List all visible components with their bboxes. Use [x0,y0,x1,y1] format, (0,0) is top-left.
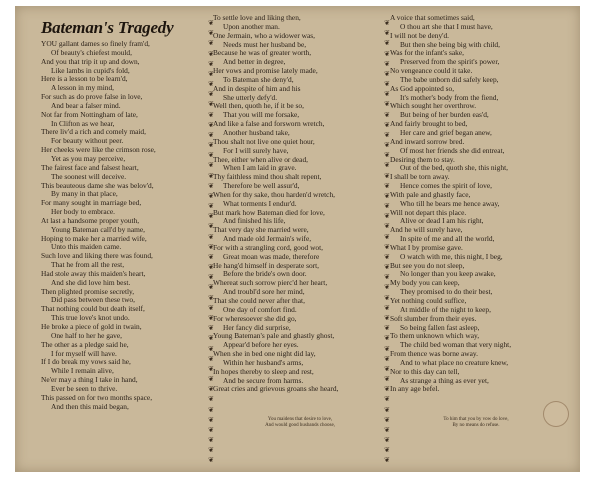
verse-line: I for myself will have. [51,348,117,358]
ballad-column-2 [213,14,385,394]
leaf-ornament-icon: ❦ [208,181,214,190]
verse-line: For wheresoever she did go, [213,313,297,323]
ballad-column-1 [41,40,211,411]
verse-line: They promised to do their best, [400,287,493,297]
verse-line: No vengeance could it take. [390,66,473,76]
verse-line: This passed on for two months space, [41,392,153,402]
footnote-right [401,417,551,429]
verse-line: Upon another man. [223,21,280,31]
verse-line: Thee, either when alive or dead, [213,154,309,164]
leaf-ornament-icon: ❦ [208,161,214,170]
verse-line: O thou art she that I must have, [400,21,493,31]
verse-line: Who till he bears me hence away, [400,198,500,208]
verse-line: At last a handsome proper youth, [41,215,140,225]
verse-line: To settle love and liking then, [213,13,301,22]
leaf-ornament-icon: ❦ [384,446,390,455]
leaf-ornament-icon: ❦ [384,120,390,129]
leaf-ornament-icon: ❦ [208,252,214,261]
leaf-ornament-icon: ❦ [208,39,214,48]
leaf-ornament-icon: ❦ [384,181,390,190]
leaf-ornament-icon: ❦ [384,436,390,445]
leaf-ornament-icon: ❦ [384,324,390,333]
verse-line: As strange a thing as ever yet, [400,375,489,385]
leaf-ornament-icon: ❦ [208,212,214,221]
leaf-ornament-icon: ❦ [208,110,214,119]
leaf-ornament-icon: ❦ [384,69,390,78]
leaf-ornament-icon: ❦ [208,334,214,343]
verse-line: Appear'd before her eyes. [223,340,299,350]
verse-line: This beauteous dame she was belov'd, [41,180,154,190]
verse-line: Therefore be well assur'd, [223,181,300,191]
leaf-ornament-icon: ❦ [208,130,214,139]
verse-line: Ever be seen to thrive. [51,383,118,393]
verse-line: But being of her burden eas'd, [400,110,489,120]
verse-line: In any age befel. [390,384,440,394]
verse-line: That nothing could but death itself, [41,304,145,314]
leaf-ornament-icon: ❦ [384,59,390,68]
verse-line: And be secure from harms. [223,375,304,385]
verse-line: The fairest face and falsest heart, [41,162,139,172]
leaf-ornament-icon: ❦ [208,283,214,292]
verse-line: No longer than you keep awake, [400,269,496,279]
verse-line: Her vows and promise lately made, [213,66,318,76]
verse-line: Because he was of greater worth, [213,48,312,58]
verse-line: Another husband take, [223,127,290,137]
footnote-line: And would good husbands choose, [265,423,335,428]
verse-line: By many in that place, [51,189,118,199]
verse-line: Like lambs in cupid's fold, [51,65,130,75]
leaf-ornament-icon: ❦ [208,191,214,200]
leaf-ornament-icon: ❦ [208,49,214,58]
leaf-ornament-icon: ❦ [384,222,390,231]
leaf-ornament-icon: ❦ [208,80,214,89]
verse-line: The babe unborn did safely keep, [400,74,499,84]
verse-line: YOU gallant dames so finely fram'd, [41,39,150,48]
leaf-ornament-icon: ❦ [208,293,214,302]
verse-line: The other as a pledge said he, [41,339,129,349]
leaf-ornament-icon: ❦ [384,273,390,282]
verse-line: And to what place no creature knew, [400,357,509,367]
footnote-line: By no means do refuse. [452,423,500,428]
verse-line: And in despite of him and his [213,83,301,93]
leaf-ornament-icon: ❦ [208,364,214,373]
verse-line: Hoping to make her a married wife, [41,233,147,243]
verse-line: My body you can keep, [390,278,460,288]
verse-line: Unto this maiden came. [51,242,122,252]
leaf-ornament-icon: ❦ [384,19,390,27]
verse-line: Needs must her husband be, [223,39,307,49]
verse-line: He broke a piece of gold in twain, [41,322,142,331]
verse-line: That you will me forsake, [223,110,300,120]
verse-line: That he from all the rest, [51,260,125,270]
verse-line: Her fancy did surprise, [223,322,291,332]
verse-line: The child bed woman that very night, [400,340,512,350]
leaf-ornament-icon: ❦ [384,375,390,384]
verse-line: What I by promise gave. [390,242,463,252]
footnote-left [225,417,375,429]
leaf-ornament-icon: ❦ [208,141,214,150]
ballad-title: Bateman's Tragedy [41,18,174,37]
verse-line: For many sought in marriage bed, [41,198,142,208]
verse-line: Great cries and grievous groans she heard, [213,384,339,394]
footnote-line: You maidens that desire to love, [267,417,333,422]
leaf-ornament-icon: ❦ [208,456,214,465]
leaf-ornament-icon: ❦ [384,283,390,292]
leaf-ornament-icon: ❦ [384,405,390,414]
leaf-ornament-icon: ❦ [384,151,390,160]
verse-line: Whereat such sorrow pierc'd her heart, [213,278,328,288]
leaf-ornament-icon: ❦ [208,19,214,27]
leaf-ornament-icon: ❦ [208,415,214,424]
leaf-ornament-icon: ❦ [384,39,390,48]
leaf-ornament-icon: ❦ [384,344,390,353]
verse-line: Yet nothing could suffice, [390,296,467,305]
leaf-ornament-icon: ❦ [384,354,390,363]
verse-line: In Clifton as we hear, [51,118,115,128]
leaf-ornament-icon: ❦ [384,456,390,465]
leaf-ornament-icon: ❦ [208,395,214,404]
verse-line: Had stole away this maiden's heart, [41,268,146,278]
leaf-ornament-icon: ❦ [384,242,390,251]
verse-line: But then she being big with child, [400,39,500,49]
verse-line: For with a strangling cord, good wot, [213,242,324,252]
verse-line: For beauty without peer. [51,136,124,146]
verse-line: Will not depart this place. [390,207,467,217]
verse-line: Young Bateman's pale and ghastly ghost, [213,331,335,341]
leaf-ornament-icon: ❦ [384,90,390,99]
verse-line: And inward sorrow bred. [390,136,465,146]
leaf-ornament-icon: ❦ [208,120,214,129]
verse-line: Ne'er may a thing I take in hand, [41,375,138,385]
leaf-ornament-icon: ❦ [384,171,390,180]
leaf-ornament-icon: ❦ [208,375,214,384]
leaf-ornament-icon: ❦ [384,313,390,322]
verse-line: So being fallen fast asleep, [400,322,480,332]
verse-line: In spite of me and all the world, [400,234,495,244]
leaf-ornament-icon: ❦ [384,110,390,119]
verse-line: At middle of the night to keep, [400,304,491,314]
verse-line: With pale and ghastly face, [390,189,471,199]
verse-line: Then plighted promise secretly, [41,286,135,296]
leaf-ornament-icon: ❦ [384,303,390,312]
verse-line: Out of the bed, quoth she, this night, [400,163,508,173]
verse-line: Her body to embrace. [51,207,116,217]
leaf-ornament-icon: ❦ [384,252,390,261]
verse-line: One half to her he gave, [51,330,123,340]
leaf-ornament-icon: ❦ [208,59,214,68]
verse-line: Hence comes the spirit of love, [400,181,492,191]
verse-line: And fairly brought to bed, [390,119,468,129]
verse-line: And like a false and forsworn wretch, [213,119,325,129]
leaf-ornament-icon: ❦ [384,293,390,302]
verse-line: Great moan was made, therefore [223,251,320,261]
leaf-ornament-icon: ❦ [384,263,390,272]
verse-line: One Jermain, who a widower was, [213,30,316,40]
verse-line: That very day she married were, [213,225,309,235]
leaf-ornament-icon: ❦ [208,100,214,109]
verse-line: O watch with me, this night, I beg, [400,251,503,261]
leaf-ornament-icon: ❦ [384,141,390,150]
verse-line: Of most her friends she did entreat, [400,145,505,155]
verse-line: And he will surely have, [390,225,463,235]
verse-line: Was for the infant's sake, [390,48,465,58]
verse-line: When for thy sake, thou harden'd wretch, [213,189,336,199]
leaf-ornament-icon: ❦ [384,385,390,394]
leaf-ornament-icon: ❦ [384,334,390,343]
leaf-ornament-icon: ❦ [208,354,214,363]
verse-line: Thou shalt not live one quiet hour, [213,136,315,146]
leaf-ornament-icon: ❦ [208,324,214,333]
leaf-ornament-icon: ❦ [384,425,390,434]
leaf-ornament-icon: ❦ [384,49,390,58]
verse-line: And troubl'd sore her mind, [223,287,305,297]
leaf-ornament-icon: ❦ [208,232,214,241]
verse-line: Here is a lesson to be learn'd, [41,74,128,84]
leaf-ornament-icon: ❦ [384,80,390,89]
verse-line: Young Bateman call'd by name, [51,224,145,234]
leaf-ornament-icon: ❦ [208,425,214,434]
verse-line: And then this maid began, [51,401,129,411]
verse-line: There liv'd a rich and comely maid, [41,127,146,137]
leaf-ornament-icon: ❦ [208,263,214,272]
leaf-ornament-icon: ❦ [208,242,214,251]
verse-line: Did pass between these two, [51,295,135,305]
verse-line: In hopes thereby to sleep and rest, [213,366,314,376]
leaf-ornament-icon: ❦ [384,364,390,373]
verse-line: Before the bride's own door. [223,269,307,279]
verse-line: But mark how Bateman died for love, [213,207,325,217]
leaf-ornament-icon: ❦ [384,202,390,211]
verse-line: And bear a falser mind. [51,100,121,110]
leaf-ornament-icon: ❦ [208,69,214,78]
verse-line: Yet as you may perceive, [51,153,126,163]
leaf-ornament-icon: ❦ [208,313,214,322]
verse-line: Of beauty's chiefest mould, [51,47,132,57]
verse-line: And better in degree, [223,57,286,67]
leaf-ornament-icon: ❦ [208,151,214,160]
verse-line: This true love's knot undo. [51,313,130,323]
verse-line: I shall be torn away. [390,172,450,182]
verse-line: While I remain alive, [51,366,114,376]
leaf-ornament-icon: ❦ [384,232,390,241]
verse-line: That she could never after that, [213,296,305,305]
leaf-ornament-icon: ❦ [208,385,214,394]
leaf-ornament-icon: ❦ [208,436,214,445]
verse-line: Alive or dead I am his right, [400,216,484,226]
verse-line: What torments I endur'd. [223,198,297,208]
leaf-ornament-icon: ❦ [208,29,214,38]
verse-line: But see you do not sleep, [390,260,465,270]
verse-line: To Bateman she deny'd, [223,74,294,84]
verse-line: As God appointed so, [390,83,455,93]
verse-line: And finished his life, [223,216,286,226]
leaf-ornament-icon: ❦ [384,415,390,424]
leaf-ornament-icon: ❦ [384,161,390,170]
leaf-ornament-icon: ❦ [208,273,214,282]
leaf-ornament-icon: ❦ [208,90,214,99]
verse-line: When I am laid in grave. [223,163,297,173]
verse-line: Her care and grief began anew, [400,127,492,137]
verse-line: When she in bed one night did lay, [213,349,316,359]
leaf-ornament-icon: ❦ [384,395,390,404]
verse-line: It's mother's body from the fiend, [400,92,499,102]
leaf-ornament-icon: ❦ [384,130,390,139]
leaf-ornament-icon: ❦ [384,29,390,38]
broadside-sheet [15,6,580,472]
leaf-ornament-icon: ❦ [208,303,214,312]
verse-line: Not far from Nottingham of late, [41,109,138,119]
verse-line: And she did love him best. [51,277,131,287]
footnote-line: To him that you by vow do love, [443,417,509,422]
verse-line: He hang'd himself in desperate sort, [213,260,320,270]
verse-line: Well then, quoth he, if it be so, [213,101,304,111]
library-stamp [543,401,569,427]
leaf-ornament-icon: ❦ [384,100,390,109]
leaf-ornament-icon: ❦ [208,202,214,211]
verse-line: And you that trip it up and down, [41,56,140,66]
verse-line: Soft slumber from their eyes. [390,313,477,323]
verse-line: One day of comfort find. [223,304,297,314]
verse-line: Desiring them to stay. [390,154,455,164]
leaf-ornament-icon: ❦ [208,171,214,180]
leaf-ornament-icon: ❦ [384,191,390,200]
verse-line: To them unknown which way, [390,331,480,341]
verse-line: Which sought her overthrow. [390,101,477,111]
verse-line: And made old Jermain's wife, [223,234,312,244]
verse-line: She utterly defy'd. [223,92,278,102]
leaf-ornament-icon: ❦ [208,344,214,353]
verse-line: Within her husband's arms, [223,357,304,367]
verse-line: Preserved from the spirit's power, [400,57,500,67]
verse-line: Nor to this day can tell, [390,366,460,376]
leaf-ornament-icon: ❦ [208,446,214,455]
verse-line: Such love and liking there was found, [41,251,153,261]
ballad-column-3 [390,14,562,394]
verse-line: Her cheeks were like the crimson rose, [41,145,156,155]
leaf-ornament-icon: ❦ [208,405,214,414]
verse-line: I will not be deny'd. [390,30,450,40]
leaf-ornament-icon: ❦ [384,212,390,221]
verse-line: For such as do prove false in love, [41,92,143,102]
verse-line: Thy faithless mind thou shalt repent, [213,172,322,182]
verse-line: From thence was borne away. [390,349,478,359]
verse-line: For I will surely have, [223,145,289,155]
verse-line: The soonest will deceive. [51,171,127,181]
verse-line: A voice that sometimes said, [390,13,475,22]
leaf-ornament-icon: ❦ [208,222,214,231]
verse-line: A lesson in my mind, [51,83,115,93]
verse-line: If I do break my vows said he, [41,357,131,367]
